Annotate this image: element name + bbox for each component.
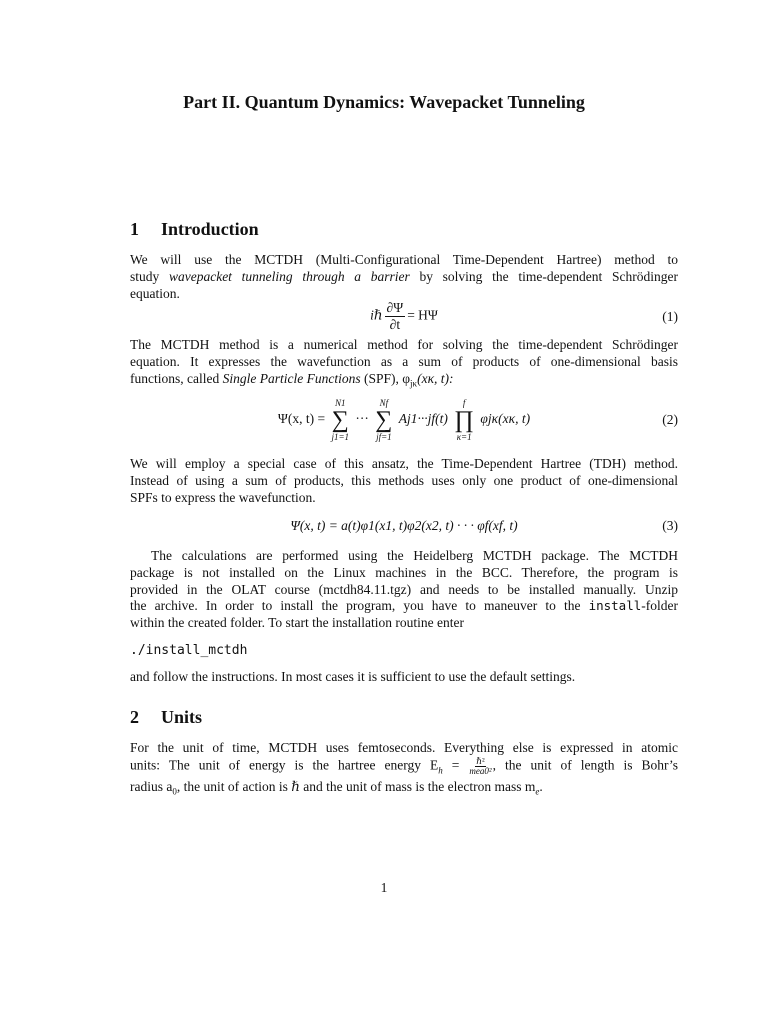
fraction xyxy=(469,757,491,776)
section-number: 1 xyxy=(130,219,139,239)
section-heading-introduction xyxy=(130,219,259,240)
intro-paragraph-5 xyxy=(130,669,678,686)
equation-body xyxy=(130,300,678,333)
sum-symbol: ∑ xyxy=(331,407,349,433)
intro-paragraph-3 xyxy=(130,456,678,506)
text-span: , the unit of action is ℏ and the unit of mass is the electron mass m xyxy=(176,778,536,794)
subscript: 0 xyxy=(172,786,177,797)
equation-number: (1) xyxy=(662,309,678,324)
fraction-denominator: ∂t xyxy=(389,317,401,332)
emphasis-text: wavepacket tunneling through a barrier xyxy=(168,268,410,284)
subscript: e xyxy=(535,786,540,797)
section-title: Introduction xyxy=(161,219,259,239)
section-title: Units xyxy=(161,707,203,727)
units-paragraph xyxy=(130,740,678,800)
intro-paragraph-1 xyxy=(130,252,678,302)
text-span: radius a xyxy=(130,778,173,794)
text-line: We will use the MCTDH (Multi-Configurational Time-Dependent Hartree) method to xyxy=(130,252,678,267)
text-line: For the unit of time, MCTDH uses femtoseconds. Everything else is expressed in atomic xyxy=(130,740,678,755)
sum-symbol: ∑ xyxy=(375,407,393,433)
emphasis-text: Single Particle Functions xyxy=(222,370,361,386)
text-span: , the unit of length is Bohr’s xyxy=(492,757,679,773)
text-line: We will employ a special case of this ansatz, the Time-Dependent Hartree (TDH) method. xyxy=(130,456,678,471)
text-span: = xyxy=(442,757,469,773)
equation-1 xyxy=(130,300,678,336)
equation-number: (2) xyxy=(662,412,678,427)
text-span: units: The unit of energy is the hartree energy E xyxy=(130,757,439,773)
equation-body xyxy=(130,398,678,442)
equation-term: iℏ xyxy=(370,307,383,323)
equation-term: φjκ(xκ, t) xyxy=(480,411,531,427)
text-span: . xyxy=(539,778,543,794)
text-line xyxy=(130,598,678,615)
fraction-numerator: ℏ² xyxy=(476,755,485,766)
product-operator xyxy=(454,398,474,442)
install-command: ./install_mctdh xyxy=(130,643,248,658)
ellipsis: ··· xyxy=(355,411,369,427)
fraction xyxy=(385,300,406,333)
equation-2 xyxy=(130,396,678,444)
text-line: SPFs to express the wavefunction. xyxy=(130,489,316,505)
equation-term: Ψ(x, t) = xyxy=(277,411,326,427)
text-span: study xyxy=(130,268,169,284)
text-line: The calculations are performed using the Heidelberg MCTDH package. The MCTDH xyxy=(151,548,678,563)
summation-2 xyxy=(375,398,392,442)
text-line: Instead of using a sum of products, this methods uses only one product of one-dimensional xyxy=(130,472,678,488)
intro-paragraph-4 xyxy=(130,548,678,632)
coefficient-term: Aj1···jf(t) xyxy=(398,411,448,427)
page-number: 1 xyxy=(380,880,388,895)
text-line: equation. xyxy=(130,285,180,301)
text-line: The MCTDH method is a numerical method for solving the time-dependent Schrödinger xyxy=(130,337,678,352)
section-number: 2 xyxy=(130,707,139,727)
equation-number: (3) xyxy=(662,518,678,533)
upper-limit: N1 xyxy=(335,398,346,408)
text-line: equation. It expresses the wavefunction as a sum of products of one-dimensional basis xyxy=(130,353,678,369)
section-heading-units xyxy=(130,707,202,728)
upper-limit: f xyxy=(462,398,466,408)
text-span: the archive. In order to install the program, you have to maneuver to the xyxy=(130,598,589,614)
product-symbol: ∏ xyxy=(454,407,475,433)
text-span: (SPF), φ xyxy=(360,370,411,386)
equation-3 xyxy=(130,518,678,538)
subscript: h xyxy=(438,765,443,776)
text-line xyxy=(130,757,678,779)
text-line xyxy=(130,779,678,800)
inline-code: install xyxy=(588,598,642,614)
lower-limit: j1=1 xyxy=(331,432,350,442)
text-span: -folder xyxy=(641,598,678,614)
text-line: provided in the OLAT course (mctdh84.11.tgz) and needs to be installed manually. Unzip xyxy=(130,581,678,597)
page-title: Part II. Quantum Dynamics: Wavepacket Tunneling xyxy=(183,92,585,112)
text-line xyxy=(130,371,678,392)
text-span: functions, called xyxy=(130,370,223,386)
fraction-denominator: mea0² xyxy=(469,765,492,776)
text-line: within the created folder. To start the installation routine enter xyxy=(130,615,464,631)
subscript: jκ xyxy=(410,378,418,389)
text-span: (xκ, t): xyxy=(417,370,454,386)
text-line: and follow the instructions. In most cases it is sufficient to use the default settings. xyxy=(130,669,576,684)
text-line xyxy=(130,269,678,286)
text-line: package is not installed on the Linux machines in the BCC. Therefore, the program is xyxy=(130,564,678,580)
lower-limit: κ=1 xyxy=(456,432,472,442)
equation-term: = HΨ xyxy=(407,307,438,323)
upper-limit: Nf xyxy=(379,398,389,408)
lower-limit: jf=1 xyxy=(376,432,392,442)
equation-body: Ψ(x, t) = a(t)φ1(x1, t)φ2(x2, t) · · · φf(xf, t) xyxy=(290,518,518,533)
text-span: by solving the time-dependent Schrödinger xyxy=(409,268,678,284)
intro-paragraph-2 xyxy=(130,337,678,392)
fraction-numerator: ∂Ψ xyxy=(386,300,404,315)
summation-1 xyxy=(331,398,349,442)
